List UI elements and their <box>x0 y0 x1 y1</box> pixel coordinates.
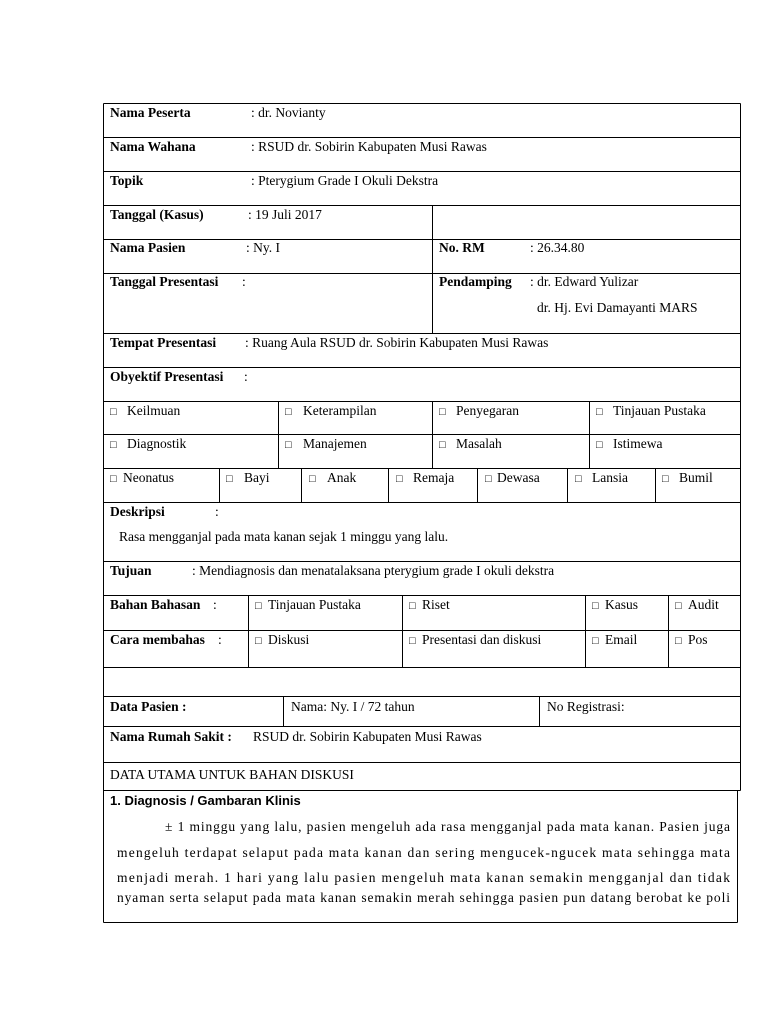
checkbox-istimewa-icon[interactable]: □ <box>596 439 603 451</box>
cara-membahas-colon: : <box>218 632 222 647</box>
tanggal-kasus-label: Tanggal (Kasus) <box>110 207 204 222</box>
topik-label: Topik <box>110 173 144 188</box>
nama-pasien-value: : Ny. I <box>246 240 280 255</box>
tempat-presentasi-label: Tempat Presentasi <box>110 335 217 350</box>
checkbox-cara-presentasi-icon[interactable]: □ <box>409 635 416 647</box>
bahan-bahasan-colon: : <box>213 597 217 612</box>
diagnosis-line-2: mengeluh terdapat selaput pada mata kanan dan sering mengucek-ngucek mata sehingga mata <box>117 845 731 860</box>
obyektif-diagnostik: Diagnostik <box>127 436 187 451</box>
bahan-bahasan-label: Bahan Bahasan <box>110 597 201 612</box>
checkbox-keterampilan-icon[interactable]: □ <box>285 406 292 418</box>
bahan-kasus: Kasus <box>605 597 638 612</box>
pendamping-label: Pendamping <box>439 274 512 289</box>
nama-peserta-label: Nama Peserta <box>110 105 191 120</box>
nama-pasien-label: Nama Pasien <box>110 240 186 255</box>
checkbox-penyegaran-icon[interactable]: □ <box>439 406 446 418</box>
data-pasien-nama: Nama: Ny. I / 72 tahun <box>291 699 415 714</box>
obyektif-remaja: Remaja <box>413 470 455 485</box>
deskripsi-colon: : <box>215 504 219 519</box>
diagnosis-line-3: menjadi merah. 1 hari yang lalu pasien mengeluh mata kanan semakin mengganjal dan tidak <box>117 870 730 885</box>
bahan-audit: Audit <box>688 597 719 612</box>
checkbox-cara-email-icon[interactable]: □ <box>592 635 599 647</box>
diagnosis-heading: 1. Diagnosis / Gambaran Klinis <box>110 793 301 808</box>
obyektif-presentasi-value: : <box>244 369 248 384</box>
cara-presentasi-diskusi: Presentasi dan diskusi <box>422 632 542 647</box>
data-pasien-no-registrasi: No Registrasi: <box>547 699 625 714</box>
tujuan-value: : Mendiagnosis dan menatalaksana pterygium grade I okuli dekstra <box>192 563 555 578</box>
tanggal-presentasi-label: Tanggal Presentasi <box>110 274 219 289</box>
checkbox-bahan-kasus-icon[interactable]: □ <box>592 600 599 612</box>
obyektif-bayi: Bayi <box>244 470 270 485</box>
no-rm-label: No. RM <box>439 240 485 255</box>
deskripsi-text: Rasa mengganjal pada mata kanan sejak 1 minggu yang lalu. <box>119 529 449 544</box>
obyektif-dewasa: Dewasa <box>497 470 540 485</box>
checkbox-bahan-audit-icon[interactable]: □ <box>675 600 682 612</box>
nama-wahana-value: : RSUD dr. Sobirin Kabupaten Musi Rawas <box>251 139 487 154</box>
nama-rumah-sakit-value: RSUD dr. Sobirin Kabupaten Musi Rawas <box>253 729 482 744</box>
obyektif-masalah: Masalah <box>456 436 502 451</box>
cara-diskusi: Diskusi <box>268 632 310 647</box>
obyektif-penyegaran: Penyegaran <box>456 403 519 418</box>
checkbox-masalah-icon[interactable]: □ <box>439 439 446 451</box>
nama-rumah-sakit-label: Nama Rumah Sakit : <box>110 729 232 744</box>
obyektif-istimewa: Istimewa <box>613 436 663 451</box>
checkbox-cara-diskusi-icon[interactable]: □ <box>255 635 262 647</box>
diagnosis-line-1: ± 1 minggu yang lalu, pasien mengeluh ada rasa mengganjal pada mata kanan. Pasien juga <box>165 819 730 834</box>
checkbox-bumil-icon[interactable]: □ <box>662 473 669 485</box>
tempat-presentasi-value: : Ruang Aula RSUD dr. Sobirin Kabupaten Musi Rawas <box>245 335 549 350</box>
no-rm-value: : 26.34.80 <box>530 240 585 255</box>
data-pasien-label: Data Pasien : <box>110 699 187 714</box>
pendamping-value-1: : dr. Edward Yulizar <box>530 274 639 289</box>
nama-peserta-value: : dr. Novianty <box>251 105 326 120</box>
obyektif-anak: Anak <box>327 470 357 485</box>
checkbox-keilmuan-icon[interactable]: □ <box>110 406 117 418</box>
obyektif-bumil: Bumil <box>679 470 713 485</box>
obyektif-keterampilan: Keterampilan <box>303 403 377 418</box>
checkbox-cara-pos-icon[interactable]: □ <box>675 635 682 647</box>
topik-value: : Pterygium Grade I Okuli Dekstra <box>251 173 439 188</box>
tanggal-presentasi-value: : <box>242 274 246 289</box>
obyektif-presentasi-label: Obyektif Presentasi <box>110 369 224 384</box>
tujuan-label: Tujuan <box>110 563 152 578</box>
checkbox-dewasa-icon[interactable]: □ <box>485 473 492 485</box>
obyektif-tinjauan-pustaka: Tinjauan Pustaka <box>613 403 706 418</box>
bahan-tinjauan-pustaka: Tinjauan Pustaka <box>268 597 361 612</box>
obyektif-neonatus: Neonatus <box>123 470 174 485</box>
obyektif-lansia: Lansia <box>592 470 628 485</box>
cara-email: Email <box>605 632 638 647</box>
tanggal-kasus-value: : 19 Juli 2017 <box>248 207 322 222</box>
checkbox-lansia-icon[interactable]: □ <box>575 473 582 485</box>
checkbox-anak-icon[interactable]: □ <box>309 473 316 485</box>
obyektif-manajemen: Manajemen <box>303 436 367 451</box>
pendamping-value-2: dr. Hj. Evi Damayanti MARS <box>537 300 698 315</box>
cara-membahas-label: Cara membahas <box>110 632 205 647</box>
bahan-riset: Riset <box>422 597 450 612</box>
checkbox-bayi-icon[interactable]: □ <box>226 473 233 485</box>
cara-pos: Pos <box>688 632 708 647</box>
data-utama-heading: DATA UTAMA UNTUK BAHAN DISKUSI <box>110 767 354 782</box>
checkbox-neonatus-icon[interactable]: □ <box>110 473 117 485</box>
deskripsi-label: Deskripsi <box>110 504 165 519</box>
diagnosis-line-4: nyaman serta selaput pada mata kanan semakin merah sehingga pasien pun datang berobat ke poli <box>117 890 731 905</box>
checkbox-remaja-icon[interactable]: □ <box>396 473 403 485</box>
checkbox-bahan-riset-icon[interactable]: □ <box>409 600 416 612</box>
checkbox-bahan-tinjauan-pustaka-icon[interactable]: □ <box>255 600 262 612</box>
checkbox-manajemen-icon[interactable]: □ <box>285 439 292 451</box>
checkbox-tinjauan-pustaka-icon[interactable]: □ <box>596 406 603 418</box>
nama-wahana-label: Nama Wahana <box>110 139 196 154</box>
obyektif-keilmuan: Keilmuan <box>127 403 181 418</box>
checkbox-diagnostik-icon[interactable]: □ <box>110 439 117 451</box>
